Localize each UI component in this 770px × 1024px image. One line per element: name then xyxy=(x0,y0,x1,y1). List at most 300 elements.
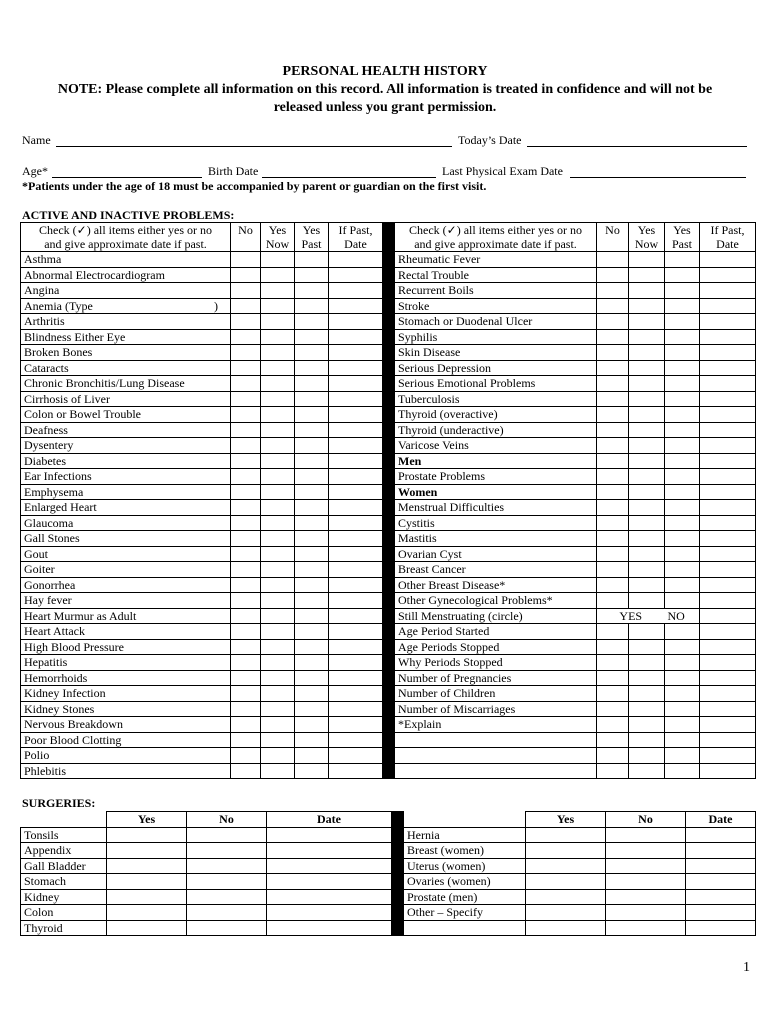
age-field[interactable] xyxy=(52,177,202,178)
yes-now-checkbox[interactable] xyxy=(629,314,665,330)
yes-past-checkbox[interactable] xyxy=(665,469,700,485)
yes-past-checkbox[interactable] xyxy=(295,639,329,655)
no-checkbox[interactable] xyxy=(597,298,629,314)
surgery-no-checkbox[interactable] xyxy=(606,858,686,874)
no-checkbox[interactable] xyxy=(597,562,629,578)
no-checkbox[interactable] xyxy=(231,655,261,671)
yes-past-checkbox[interactable] xyxy=(295,314,329,330)
yes-now-checkbox[interactable] xyxy=(629,500,665,516)
past-date-field[interactable] xyxy=(700,608,756,624)
past-date-field[interactable] xyxy=(329,252,383,268)
past-date-field[interactable] xyxy=(329,531,383,547)
past-date-field[interactable] xyxy=(700,376,756,392)
yes-now-checkbox[interactable] xyxy=(629,717,665,733)
yes-past-checkbox[interactable] xyxy=(295,422,329,438)
past-date-field[interactable] xyxy=(700,422,756,438)
last-exam-field[interactable] xyxy=(570,177,746,178)
yes-now-checkbox[interactable] xyxy=(629,469,665,485)
yes-past-checkbox[interactable] xyxy=(665,577,700,593)
yes-now-checkbox[interactable] xyxy=(629,252,665,268)
no-checkbox[interactable] xyxy=(231,763,261,779)
surgery-yes-checkbox[interactable] xyxy=(107,874,187,890)
past-date-field[interactable] xyxy=(329,593,383,609)
surgery-no-checkbox[interactable] xyxy=(187,874,267,890)
yes-now-checkbox[interactable] xyxy=(261,639,295,655)
yes-past-checkbox[interactable] xyxy=(295,267,329,283)
no-checkbox[interactable] xyxy=(597,593,629,609)
past-date-field[interactable] xyxy=(700,748,756,764)
no-checkbox[interactable] xyxy=(231,453,261,469)
yes-now-checkbox[interactable] xyxy=(261,655,295,671)
no-checkbox[interactable] xyxy=(597,763,629,779)
past-date-field[interactable] xyxy=(329,283,383,299)
past-date-field[interactable] xyxy=(329,639,383,655)
surgery-yes-checkbox[interactable] xyxy=(526,858,606,874)
no-checkbox[interactable] xyxy=(597,531,629,547)
yes-past-checkbox[interactable] xyxy=(665,515,700,531)
past-date-field[interactable] xyxy=(329,438,383,454)
no-checkbox[interactable] xyxy=(597,639,629,655)
surgery-date-field[interactable] xyxy=(686,827,756,843)
no-checkbox[interactable] xyxy=(231,267,261,283)
no-checkbox[interactable] xyxy=(231,717,261,733)
yes-past-checkbox[interactable] xyxy=(665,593,700,609)
no-checkbox[interactable] xyxy=(597,655,629,671)
no-checkbox[interactable] xyxy=(231,484,261,500)
menstruating-no[interactable]: NO xyxy=(665,608,700,624)
past-date-field[interactable] xyxy=(700,686,756,702)
surgery-date-field[interactable] xyxy=(267,889,392,905)
no-checkbox[interactable] xyxy=(231,624,261,640)
no-checkbox[interactable] xyxy=(231,670,261,686)
yes-past-checkbox[interactable] xyxy=(295,670,329,686)
yes-now-checkbox[interactable] xyxy=(261,763,295,779)
no-checkbox[interactable] xyxy=(597,577,629,593)
yes-now-checkbox[interactable] xyxy=(261,500,295,516)
yes-past-checkbox[interactable] xyxy=(665,562,700,578)
no-checkbox[interactable] xyxy=(231,345,261,361)
yes-now-checkbox[interactable] xyxy=(261,484,295,500)
past-date-field[interactable] xyxy=(700,283,756,299)
yes-past-checkbox[interactable] xyxy=(665,546,700,562)
yes-now-checkbox[interactable] xyxy=(261,376,295,392)
past-date-field[interactable] xyxy=(329,732,383,748)
yes-past-checkbox[interactable] xyxy=(295,252,329,268)
yes-now-checkbox[interactable] xyxy=(629,639,665,655)
past-date-field[interactable] xyxy=(700,515,756,531)
yes-now-checkbox[interactable] xyxy=(261,438,295,454)
past-date-field[interactable] xyxy=(329,577,383,593)
yes-now-checkbox[interactable] xyxy=(629,546,665,562)
yes-past-checkbox[interactable] xyxy=(295,484,329,500)
yes-now-checkbox[interactable] xyxy=(261,577,295,593)
yes-now-checkbox[interactable] xyxy=(629,562,665,578)
no-checkbox[interactable] xyxy=(231,422,261,438)
yes-now-checkbox[interactable] xyxy=(629,624,665,640)
yes-now-checkbox[interactable] xyxy=(261,298,295,314)
yes-past-checkbox[interactable] xyxy=(665,686,700,702)
surgery-yes-checkbox[interactable] xyxy=(526,874,606,890)
surgery-yes-checkbox[interactable] xyxy=(107,889,187,905)
past-date-field[interactable] xyxy=(329,391,383,407)
surgery-date-field[interactable] xyxy=(686,843,756,859)
past-date-field[interactable] xyxy=(329,407,383,423)
surgery-yes-checkbox[interactable] xyxy=(107,827,187,843)
no-checkbox[interactable] xyxy=(231,252,261,268)
yes-now-checkbox[interactable] xyxy=(629,655,665,671)
surgery-no-checkbox[interactable] xyxy=(606,920,686,936)
past-date-field[interactable] xyxy=(329,515,383,531)
past-date-field[interactable] xyxy=(329,376,383,392)
yes-past-checkbox[interactable] xyxy=(665,407,700,423)
yes-past-checkbox[interactable] xyxy=(295,608,329,624)
past-date-field[interactable] xyxy=(700,701,756,717)
yes-now-checkbox[interactable] xyxy=(629,748,665,764)
yes-now-checkbox[interactable] xyxy=(629,345,665,361)
yes-past-checkbox[interactable] xyxy=(665,391,700,407)
yes-now-checkbox[interactable] xyxy=(629,701,665,717)
yes-past-checkbox[interactable] xyxy=(665,763,700,779)
past-date-field[interactable] xyxy=(329,562,383,578)
surgery-no-checkbox[interactable] xyxy=(606,827,686,843)
no-checkbox[interactable] xyxy=(597,391,629,407)
no-checkbox[interactable] xyxy=(231,376,261,392)
name-field[interactable] xyxy=(56,146,452,147)
yes-now-checkbox[interactable] xyxy=(261,531,295,547)
past-date-field[interactable] xyxy=(329,717,383,733)
menstruating-circle[interactable]: YES xyxy=(597,608,665,624)
birth-date-field[interactable] xyxy=(262,177,436,178)
past-date-field[interactable] xyxy=(700,329,756,345)
surgery-no-checkbox[interactable] xyxy=(606,843,686,859)
no-checkbox[interactable] xyxy=(231,360,261,376)
no-checkbox[interactable] xyxy=(231,469,261,485)
yes-past-checkbox[interactable] xyxy=(295,515,329,531)
no-checkbox[interactable] xyxy=(231,283,261,299)
yes-past-checkbox[interactable] xyxy=(665,732,700,748)
yes-past-checkbox[interactable] xyxy=(665,484,700,500)
surgery-date-field[interactable] xyxy=(267,920,392,936)
yes-past-checkbox[interactable] xyxy=(295,732,329,748)
yes-past-checkbox[interactable] xyxy=(665,283,700,299)
yes-now-checkbox[interactable] xyxy=(261,624,295,640)
past-date-field[interactable] xyxy=(329,469,383,485)
surgery-date-field[interactable] xyxy=(686,858,756,874)
yes-past-checkbox[interactable] xyxy=(295,593,329,609)
yes-now-checkbox[interactable] xyxy=(629,329,665,345)
yes-now-checkbox[interactable] xyxy=(629,531,665,547)
no-checkbox[interactable] xyxy=(597,624,629,640)
past-date-field[interactable] xyxy=(329,422,383,438)
yes-past-checkbox[interactable] xyxy=(295,763,329,779)
no-checkbox[interactable] xyxy=(231,298,261,314)
yes-now-checkbox[interactable] xyxy=(261,748,295,764)
past-date-field[interactable] xyxy=(700,314,756,330)
surgery-no-checkbox[interactable] xyxy=(187,920,267,936)
no-checkbox[interactable] xyxy=(231,701,261,717)
past-date-field[interactable] xyxy=(329,655,383,671)
past-date-field[interactable] xyxy=(329,763,383,779)
no-checkbox[interactable] xyxy=(231,562,261,578)
yes-past-checkbox[interactable] xyxy=(665,639,700,655)
yes-past-checkbox[interactable] xyxy=(295,686,329,702)
todays-date-field[interactable] xyxy=(527,146,747,147)
yes-past-checkbox[interactable] xyxy=(665,376,700,392)
yes-past-checkbox[interactable] xyxy=(665,453,700,469)
past-date-field[interactable] xyxy=(700,298,756,314)
yes-now-checkbox[interactable] xyxy=(261,593,295,609)
yes-now-checkbox[interactable] xyxy=(261,267,295,283)
yes-now-checkbox[interactable] xyxy=(629,298,665,314)
yes-past-checkbox[interactable] xyxy=(295,655,329,671)
yes-now-checkbox[interactable] xyxy=(261,391,295,407)
surgery-no-checkbox[interactable] xyxy=(187,843,267,859)
yes-past-checkbox[interactable] xyxy=(665,670,700,686)
yes-past-checkbox[interactable] xyxy=(295,748,329,764)
no-checkbox[interactable] xyxy=(597,546,629,562)
surgery-no-checkbox[interactable] xyxy=(606,874,686,890)
yes-now-checkbox[interactable] xyxy=(261,329,295,345)
past-date-field[interactable] xyxy=(700,438,756,454)
past-date-field[interactable] xyxy=(700,360,756,376)
yes-past-checkbox[interactable] xyxy=(665,655,700,671)
past-date-field[interactable] xyxy=(700,732,756,748)
yes-past-checkbox[interactable] xyxy=(295,376,329,392)
past-date-field[interactable] xyxy=(329,546,383,562)
past-date-field[interactable] xyxy=(329,748,383,764)
past-date-field[interactable] xyxy=(700,484,756,500)
surgery-yes-checkbox[interactable] xyxy=(526,843,606,859)
yes-past-checkbox[interactable] xyxy=(295,453,329,469)
yes-now-checkbox[interactable] xyxy=(261,608,295,624)
surgery-no-checkbox[interactable] xyxy=(187,889,267,905)
yes-past-checkbox[interactable] xyxy=(295,469,329,485)
yes-now-checkbox[interactable] xyxy=(261,686,295,702)
yes-past-checkbox[interactable] xyxy=(295,438,329,454)
yes-past-checkbox[interactable] xyxy=(295,531,329,547)
yes-past-checkbox[interactable] xyxy=(665,345,700,361)
past-date-field[interactable] xyxy=(700,717,756,733)
no-checkbox[interactable] xyxy=(231,329,261,345)
surgery-no-checkbox[interactable] xyxy=(187,905,267,921)
no-checkbox[interactable] xyxy=(597,267,629,283)
past-date-field[interactable] xyxy=(700,546,756,562)
surgery-no-checkbox[interactable] xyxy=(187,858,267,874)
yes-now-checkbox[interactable] xyxy=(261,252,295,268)
past-date-field[interactable] xyxy=(700,639,756,655)
past-date-field[interactable] xyxy=(700,267,756,283)
no-checkbox[interactable] xyxy=(231,593,261,609)
yes-now-checkbox[interactable] xyxy=(629,593,665,609)
yes-past-checkbox[interactable] xyxy=(665,298,700,314)
no-checkbox[interactable] xyxy=(597,469,629,485)
yes-past-checkbox[interactable] xyxy=(665,329,700,345)
no-checkbox[interactable] xyxy=(231,608,261,624)
no-checkbox[interactable] xyxy=(597,345,629,361)
surgery-no-checkbox[interactable] xyxy=(606,889,686,905)
surgery-date-field[interactable] xyxy=(267,905,392,921)
past-date-field[interactable] xyxy=(700,345,756,361)
past-date-field[interactable] xyxy=(700,407,756,423)
yes-past-checkbox[interactable] xyxy=(665,531,700,547)
yes-now-checkbox[interactable] xyxy=(629,360,665,376)
yes-past-checkbox[interactable] xyxy=(295,329,329,345)
no-checkbox[interactable] xyxy=(231,438,261,454)
yes-past-checkbox[interactable] xyxy=(665,748,700,764)
yes-past-checkbox[interactable] xyxy=(665,701,700,717)
yes-now-checkbox[interactable] xyxy=(629,577,665,593)
yes-past-checkbox[interactable] xyxy=(295,546,329,562)
no-checkbox[interactable] xyxy=(597,748,629,764)
yes-past-checkbox[interactable] xyxy=(295,360,329,376)
yes-now-checkbox[interactable] xyxy=(629,686,665,702)
past-date-field[interactable] xyxy=(329,686,383,702)
past-date-field[interactable] xyxy=(700,670,756,686)
yes-now-checkbox[interactable] xyxy=(261,283,295,299)
yes-now-checkbox[interactable] xyxy=(629,376,665,392)
no-checkbox[interactable] xyxy=(597,329,629,345)
past-date-field[interactable] xyxy=(700,624,756,640)
no-checkbox[interactable] xyxy=(231,407,261,423)
no-checkbox[interactable] xyxy=(597,376,629,392)
yes-now-checkbox[interactable] xyxy=(629,670,665,686)
yes-now-checkbox[interactable] xyxy=(629,283,665,299)
yes-past-checkbox[interactable] xyxy=(665,267,700,283)
yes-past-checkbox[interactable] xyxy=(665,422,700,438)
yes-past-checkbox[interactable] xyxy=(295,391,329,407)
yes-now-checkbox[interactable] xyxy=(261,314,295,330)
yes-now-checkbox[interactable] xyxy=(261,469,295,485)
no-checkbox[interactable] xyxy=(231,391,261,407)
surgery-no-checkbox[interactable] xyxy=(187,827,267,843)
past-date-field[interactable] xyxy=(700,531,756,547)
yes-past-checkbox[interactable] xyxy=(295,701,329,717)
no-checkbox[interactable] xyxy=(597,717,629,733)
no-checkbox[interactable] xyxy=(231,314,261,330)
past-date-field[interactable] xyxy=(329,701,383,717)
yes-past-checkbox[interactable] xyxy=(665,314,700,330)
surgery-date-field[interactable] xyxy=(267,874,392,890)
yes-now-checkbox[interactable] xyxy=(261,360,295,376)
past-date-field[interactable] xyxy=(329,298,383,314)
past-date-field[interactable] xyxy=(700,453,756,469)
yes-now-checkbox[interactable] xyxy=(261,407,295,423)
no-checkbox[interactable] xyxy=(231,639,261,655)
yes-now-checkbox[interactable] xyxy=(261,453,295,469)
past-date-field[interactable] xyxy=(329,500,383,516)
past-date-field[interactable] xyxy=(700,469,756,485)
surgery-date-field[interactable] xyxy=(267,827,392,843)
past-date-field[interactable] xyxy=(700,500,756,516)
surgery-yes-checkbox[interactable] xyxy=(107,920,187,936)
past-date-field[interactable] xyxy=(329,624,383,640)
past-date-field[interactable] xyxy=(329,267,383,283)
surgery-date-field[interactable] xyxy=(686,920,756,936)
no-checkbox[interactable] xyxy=(231,748,261,764)
surgery-yes-checkbox[interactable] xyxy=(526,905,606,921)
yes-past-checkbox[interactable] xyxy=(295,500,329,516)
surgery-yes-checkbox[interactable] xyxy=(526,889,606,905)
surgery-yes-checkbox[interactable] xyxy=(107,858,187,874)
past-date-field[interactable] xyxy=(700,763,756,779)
past-date-field[interactable] xyxy=(700,655,756,671)
yes-past-checkbox[interactable] xyxy=(295,345,329,361)
yes-past-checkbox[interactable] xyxy=(665,624,700,640)
surgery-date-field[interactable] xyxy=(686,889,756,905)
surgery-yes-checkbox[interactable] xyxy=(526,827,606,843)
yes-now-checkbox[interactable] xyxy=(261,422,295,438)
yes-now-checkbox[interactable] xyxy=(261,562,295,578)
past-date-field[interactable] xyxy=(700,252,756,268)
yes-now-checkbox[interactable] xyxy=(629,484,665,500)
no-checkbox[interactable] xyxy=(231,515,261,531)
past-date-field[interactable] xyxy=(329,360,383,376)
yes-now-checkbox[interactable] xyxy=(629,267,665,283)
surgery-yes-checkbox[interactable] xyxy=(107,843,187,859)
no-checkbox[interactable] xyxy=(231,577,261,593)
no-checkbox[interactable] xyxy=(597,438,629,454)
past-date-field[interactable] xyxy=(329,345,383,361)
no-checkbox[interactable] xyxy=(597,500,629,516)
no-checkbox[interactable] xyxy=(597,686,629,702)
no-checkbox[interactable] xyxy=(231,732,261,748)
past-date-field[interactable] xyxy=(700,391,756,407)
yes-now-checkbox[interactable] xyxy=(261,515,295,531)
no-checkbox[interactable] xyxy=(597,252,629,268)
yes-past-checkbox[interactable] xyxy=(665,252,700,268)
surgery-date-field[interactable] xyxy=(686,874,756,890)
no-checkbox[interactable] xyxy=(231,686,261,702)
yes-past-checkbox[interactable] xyxy=(665,438,700,454)
yes-past-checkbox[interactable] xyxy=(665,500,700,516)
surgery-yes-checkbox[interactable] xyxy=(107,905,187,921)
yes-now-checkbox[interactable] xyxy=(629,438,665,454)
yes-past-checkbox[interactable] xyxy=(295,577,329,593)
no-checkbox[interactable] xyxy=(597,515,629,531)
no-checkbox[interactable] xyxy=(597,422,629,438)
no-checkbox[interactable] xyxy=(597,314,629,330)
yes-now-checkbox[interactable] xyxy=(629,407,665,423)
no-checkbox[interactable] xyxy=(231,500,261,516)
yes-now-checkbox[interactable] xyxy=(629,453,665,469)
past-date-field[interactable] xyxy=(700,562,756,578)
yes-now-checkbox[interactable] xyxy=(261,717,295,733)
no-checkbox[interactable] xyxy=(597,701,629,717)
past-date-field[interactable] xyxy=(700,577,756,593)
past-date-field[interactable] xyxy=(329,453,383,469)
yes-past-checkbox[interactable] xyxy=(295,562,329,578)
surgery-date-field[interactable] xyxy=(686,905,756,921)
past-date-field[interactable] xyxy=(700,593,756,609)
surgery-yes-checkbox[interactable] xyxy=(526,920,606,936)
past-date-field[interactable] xyxy=(329,670,383,686)
yes-past-checkbox[interactable] xyxy=(665,717,700,733)
no-checkbox[interactable] xyxy=(597,283,629,299)
yes-past-checkbox[interactable] xyxy=(295,717,329,733)
surgery-date-field[interactable] xyxy=(267,858,392,874)
yes-past-checkbox[interactable] xyxy=(295,407,329,423)
yes-now-checkbox[interactable] xyxy=(629,763,665,779)
yes-now-checkbox[interactable] xyxy=(261,701,295,717)
yes-now-checkbox[interactable] xyxy=(629,391,665,407)
yes-past-checkbox[interactable] xyxy=(295,624,329,640)
past-date-field[interactable] xyxy=(329,484,383,500)
no-checkbox[interactable] xyxy=(231,531,261,547)
surgery-date-field[interactable] xyxy=(267,843,392,859)
surgery-no-checkbox[interactable] xyxy=(606,905,686,921)
yes-past-checkbox[interactable] xyxy=(665,360,700,376)
past-date-field[interactable] xyxy=(329,314,383,330)
